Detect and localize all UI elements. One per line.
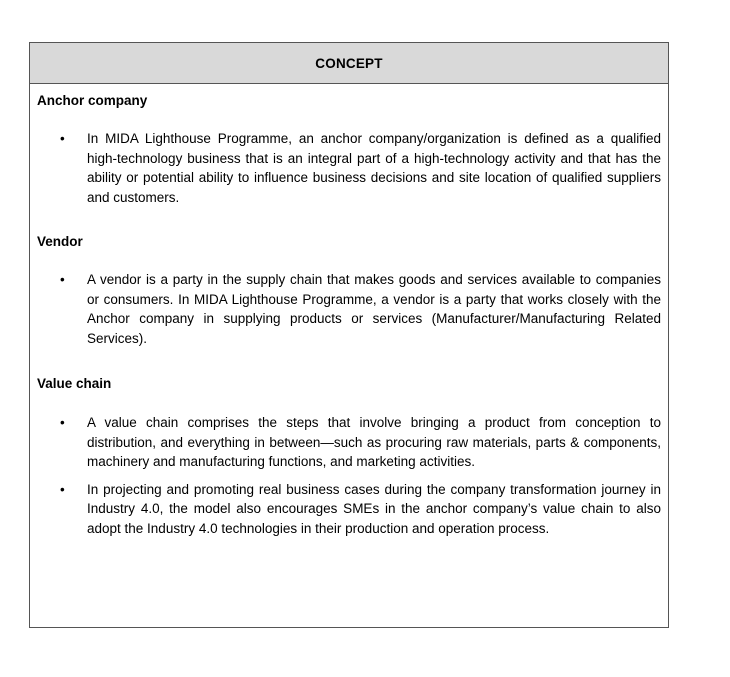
table-header-label: CONCEPT bbox=[315, 55, 383, 71]
bullet-text: A vendor is a party in the supply chain that makes goods and services available to companies or consumers. In MIDA Lighthouse Programme, a vendor is a party that works closely with the Anchor company in supplying products or services (Manufacturer/Manufacturing Related Services). bbox=[87, 272, 661, 346]
section-title-vendor: Vendor bbox=[37, 234, 83, 249]
bullet-text: In MIDA Lighthouse Programme, an anchor company/organization is defined as a qualified high-technology business that is an integral part of a high-technology activity and that has the ability or potential ability to influence business decisions and site location of qualified suppliers and customers. bbox=[87, 131, 661, 205]
section-title-value-chain: Value chain bbox=[37, 376, 112, 391]
bullet-icon: • bbox=[60, 481, 65, 497]
bullet-item bbox=[37, 129, 661, 207]
bullet-icon: • bbox=[60, 131, 65, 146]
section-title-anchor-company: Anchor company bbox=[37, 93, 148, 108]
bullet-icon: • bbox=[60, 272, 65, 287]
table-header bbox=[30, 43, 668, 84]
concept-table bbox=[29, 42, 669, 628]
bullet-item bbox=[37, 413, 661, 472]
bullet-item bbox=[37, 270, 661, 348]
bullet-text: In projecting and promoting real business cases during the company transformation journey in Industry 4.0, the model also encourages SMEs in the anchor company’s value chain to also adopt the Industry 4.0 technologies in their production and operation process. bbox=[87, 481, 661, 536]
bullet-item bbox=[37, 480, 661, 539]
bullet-list-vendor bbox=[37, 270, 661, 348]
table-body bbox=[30, 92, 668, 538]
bullet-list-anchor-company bbox=[37, 129, 661, 207]
bullet-icon: • bbox=[60, 415, 65, 430]
bullet-list-value-chain bbox=[37, 413, 661, 538]
bullet-text: A value chain comprises the steps that involve bringing a product from conception to distribution, and everything in between—such as procuring raw materials, parts & components, machinery and manufacturing functions, and marketing activities. bbox=[87, 415, 661, 469]
